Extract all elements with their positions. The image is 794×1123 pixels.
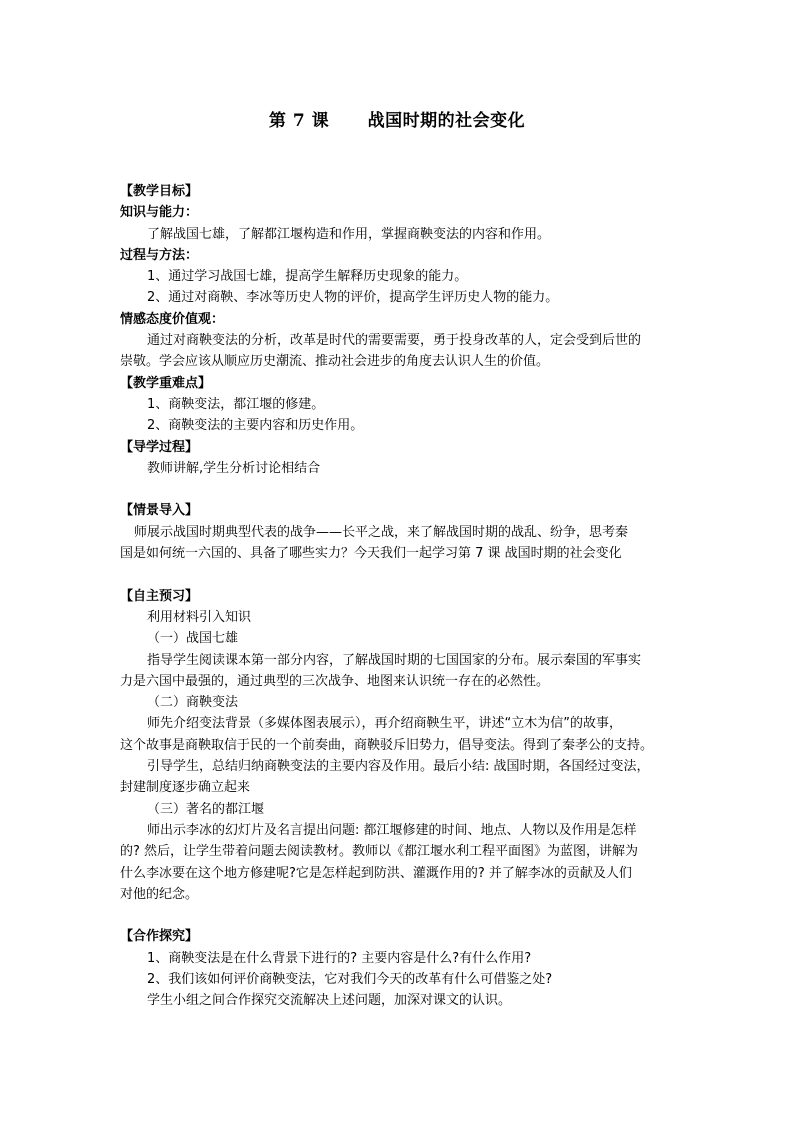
preview-subtitle-1: （一）战国七雄 [147,631,239,647]
spacer [120,905,685,926]
preview-s3-line-2: 的? 然后，让学生带着问题去阅读教材。教师以《都江堰水利工程平面图》为蓝图，讲解为 [120,844,639,860]
cooperation-question-2: 2、我们该如何评价商鞅变法，它对我们今天的改革有什么可借鉴之处? [147,971,553,987]
preview-s2-line-3: 引导学生，总结归纳商鞅变法的主要内容及作用。最后小结: 战国时期，各国经过变法， [147,759,650,775]
lesson-title: 第 7 课 战国时期的社会变化 [268,111,526,131]
process-label: 过程与方法： [120,247,199,263]
preview-s2-line-1: 师先介绍变法背景（多媒体图表展示），再介绍商鞅生平，讲述“立木为信”的故事， [147,716,622,732]
section-header-cooperation: 【合作探究】 [120,929,199,945]
section-header-intro: 【情景导入】 [120,503,199,519]
knowledge-text: 了解战国七雄，了解都江堰构造和作用，掌握商鞅变法的内容和作用。 [147,226,551,242]
key-point-1: 1、商鞅变法，都江堰的修建。 [147,396,325,412]
section-header-preview: 【自主预习】 [120,588,199,604]
emotion-text-line-1: 通过对商鞅变法的分析，改革是时代的需要需要，勇于投身改革的人，定会受到后世的 [147,333,642,349]
section-header-objectives: 【教学目标】 [120,184,199,199]
preview-s3-line-3: 什么李冰要在这个地方修建呢?它是怎样起到防洪、灌溉作用的? 并了解李冰的贡献及人们 [120,865,632,881]
preview-s3-line-1: 师出示李冰的幻灯片及名言提出问题: 都江堰修建的时间、地点、人物以及作用是怎样 [147,822,637,838]
preview-s1-line-2: 力是六国中最强的，通过典型的三次战争、地图来认识统一存在的必然性。 [120,673,550,689]
intro-line-1: 师展示战国时期典型代表的战争——长平之战，来了解战国时期的战乱、纷争，思考秦 [134,524,629,540]
spacer [120,564,685,585]
cooperation-question-1: 1、商鞅变法是在什么背景下进行的? 主要内容是什么?有什么作用? [147,950,532,966]
knowledge-label: 知识与能力： [120,205,199,221]
section-header-key-points: 【教学重难点】 [120,375,212,391]
spacer [120,479,685,500]
section-header-guide-process: 【导学过程】 [120,439,199,455]
preview-s3-line-4: 对他的纪念。 [120,886,199,902]
preview-subtitle-3: （三）著名的都江堰 [147,801,265,817]
emotion-text-line-2: 崇敬。学会应该从顺应历史潮流、推动社会进步的角度去认识人生的价值。 [120,354,550,370]
process-item-1: 1、通过学习战国七雄，提高学生解释历史现象的能力。 [147,269,468,285]
intro-line-2: 国是如何统一六国的、具备了哪些实力？今天我们一起学习第 7 课 战国时期的社会变化 [120,546,622,562]
process-item-2: 2、通过对商鞅、李冰等历史人物的评价，提高学生评历史人物的能力。 [147,290,559,306]
preview-s2-line-4: 封建制度逐步确立起来 [120,780,251,796]
preview-lead: 利用材料引入知识 [147,609,252,625]
key-point-2: 2、商鞅变法的主要内容和历史作用。 [147,418,364,434]
preview-subtitle-2: （二）商鞅变法 [147,695,239,711]
lesson-body [120,181,685,1012]
preview-s2-line-2: 这个故事是商鞅取信于民的一个前奏曲，商鞅驳斥旧势力，倡导变法。得到了秦孝公的支持。 [120,737,654,753]
preview-s1-line-1: 指导学生阅读课本第一部分内容，了解战国时期的七国国家的分布。展示秦国的军事实 [147,652,642,668]
emotion-label: 情感态度价值观： [120,311,225,327]
cooperation-closing: 学生小组之间合作探究交流解决上述问题，加深对课文的认识。 [147,993,512,1009]
guide-process-text: 教师讲解,学生分析讨论相结合 [147,460,321,476]
